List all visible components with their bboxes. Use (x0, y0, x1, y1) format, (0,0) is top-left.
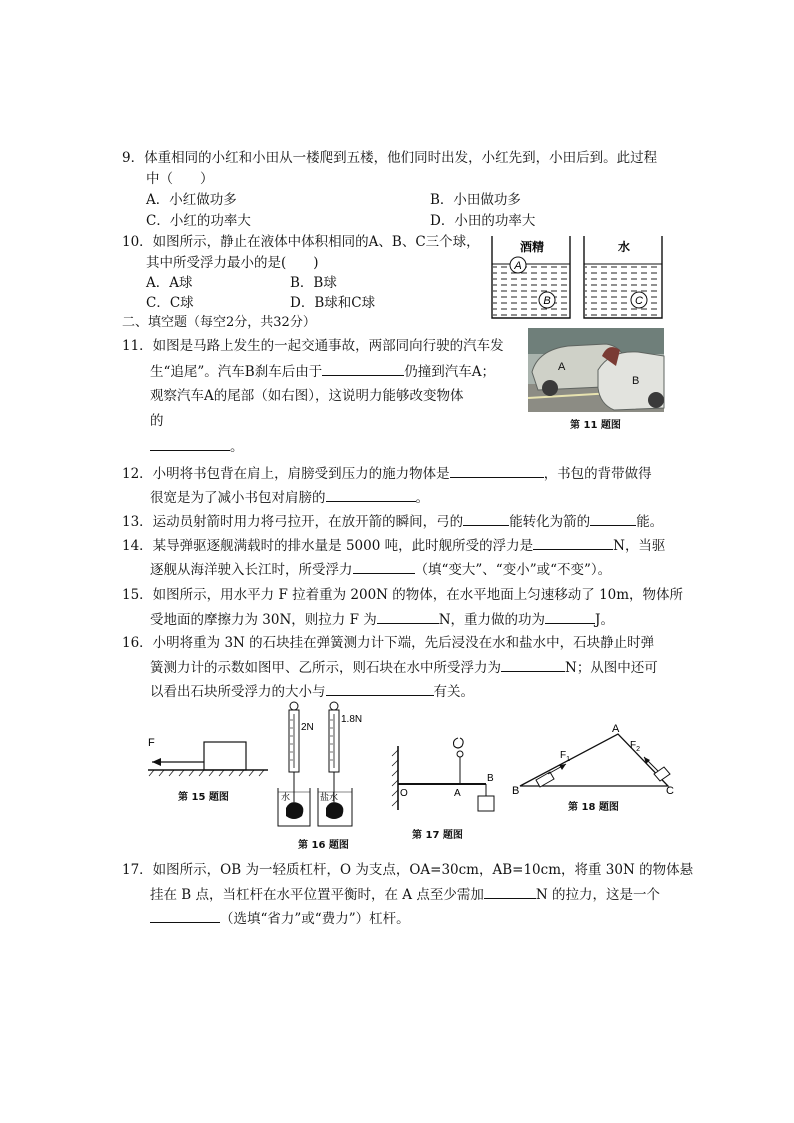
label-f2: $F_2$ (630, 740, 641, 753)
q16-line1: 16．小明将重为 3N 的石块挂在弹簧测力计下端，先后浸没在水和盐水中，石块静止时弹 (122, 635, 655, 651)
water-label: 水 (617, 240, 631, 254)
q14-blank-2[interactable] (353, 559, 415, 574)
q11-blank-2[interactable] (150, 436, 230, 451)
liquid-left-label: 水 (281, 792, 291, 802)
q13-blank-2[interactable] (590, 511, 636, 526)
q13-line1: 13．运动员射箭时用力将弓拉开，在放开箭的瞬间，弓的 能转化为箭的 能。 (122, 511, 663, 532)
q17-blank-1[interactable] (484, 884, 536, 899)
ball-c-label: C (635, 295, 643, 307)
reading-left: 2N (301, 722, 314, 733)
q11-line1: 11．如图是马路上发生的一起交通事故，两部同向行驶的汽车发 (122, 338, 504, 354)
q10-option-d: D．B球和C球 (290, 295, 376, 311)
hanging-weight (478, 796, 494, 811)
q12-line2: 很宽是为了减小书包对肩膀的 。 (150, 487, 429, 508)
force-f-label: F (148, 737, 155, 749)
fig15-caption: 第 15 题图 (178, 792, 229, 803)
q17-line2: 挂在 B 点，当杠杆在水平位置平衡时，在 A 点至少需加 N 的拉力，这是一个 (150, 884, 660, 905)
label-f1: $F_1$ (560, 750, 571, 763)
reading-right: 1.8N (341, 714, 363, 725)
q16-blank-2[interactable] (326, 681, 434, 696)
alcohol-label: 酒精 (519, 240, 545, 254)
q10-beakers-figure (490, 234, 670, 322)
block (204, 742, 246, 770)
q14-line1: 14．某导弹驱逐舰满载时的排水量是 5000 吨，此时舰所受的浮力是 N，当驱 (122, 535, 665, 556)
q14-blank-1[interactable] (533, 535, 613, 550)
q15-blank-1[interactable] (377, 609, 439, 624)
ball-b-label: B (543, 295, 551, 307)
label-a: A (612, 723, 620, 735)
q15-line2: 受地面的摩擦力为 30N，则拉力 F 为 N，重力做的功为 J。 (150, 609, 614, 630)
q16-line2: 簧测力计的示数如图甲、乙所示，则石块在水中所受浮力为 N；从图中还可 (150, 657, 658, 678)
q12-blank-1[interactable] (450, 463, 544, 478)
q17-blank-2[interactable] (150, 908, 220, 923)
q11-line3: 观察汽车A的尾部（如右图），这说明力能够改变物体 (150, 388, 464, 404)
q10-line1: 10．如图所示，静止在液体中体积相同的A、B、C三个球， (122, 234, 480, 250)
label-b: B (487, 773, 494, 784)
ball-a-label: A (514, 260, 522, 272)
q11-line5: 。 (150, 436, 244, 457)
car-a-label: A (558, 361, 566, 373)
pulley-hook (454, 738, 464, 748)
section-2-title: 二、填空题（每空2分，共32分） (122, 315, 316, 330)
fig18-caption: 第 18 题图 (568, 802, 619, 813)
car-b-label: B (632, 375, 640, 387)
fig16-caption: 第 16 题图 (298, 840, 349, 851)
q12-line1: 12．小明将书包背在肩上，肩膀受到压力的施力物体是 ，书包的背带做得 (122, 463, 652, 484)
label-b: B (512, 785, 520, 797)
q9-option-a: A．小红做功多 (146, 192, 237, 208)
liquid-right-label: 盐水 (320, 792, 339, 802)
q11-line4: 的 (150, 413, 164, 429)
stone-left (286, 802, 303, 819)
q17-line3: （选填“省力”或“费力”）杠杆。 (150, 908, 410, 929)
q15-blank-2[interactable] (545, 609, 595, 624)
block-left (536, 772, 554, 787)
q10-option-c: C．C球 (146, 295, 194, 311)
alcohol-beaker (492, 236, 570, 318)
q11-blank-1[interactable] (322, 361, 404, 376)
fig18-incline-diagram (512, 724, 680, 798)
q12-blank-2[interactable] (326, 487, 416, 502)
q9-line2: 中（ ） (146, 171, 214, 187)
q16-line3: 以看出石块所受浮力的大小与 有关。 (150, 681, 474, 702)
fig15-diagram (148, 732, 274, 790)
q9-option-c: C．小红的功率大 (146, 213, 251, 229)
q10-option-a: A．A球 (146, 275, 193, 291)
q14-line2: 逐舰从海洋驶入长江时，所受浮力 （填“变大”、“变小”或“不变”）。 (150, 559, 611, 580)
q9-line1: 9．体重相同的小红和小田从一楼爬到五楼，他们同时出发，小红先到，小田后到。此过程 (122, 150, 658, 166)
q10-line2: 其中所受浮力最小的是( ) (146, 255, 319, 271)
fig17-lever-diagram (388, 730, 500, 822)
q15-line1: 15．如图所示，用水平力 F 拉着重为 200N 的物体，在水平地面上匀速移动了 10m，物体所 (122, 587, 684, 603)
fig17-caption: 第 17 题图 (412, 830, 463, 841)
label-o: O (400, 788, 408, 799)
car-crash-photo (528, 328, 664, 412)
fig11-caption: 第 11 题图 (570, 420, 621, 431)
stone-right (326, 802, 343, 819)
spring-scale-left (278, 702, 314, 826)
label-a: A (454, 788, 461, 799)
q9-option-b: B．小田做功多 (430, 192, 521, 208)
spring-scale-right (318, 702, 362, 826)
q16-blank-1[interactable] (501, 657, 565, 672)
q11-line2: 生“追尾”。汽车B刹车后由于 仍撞到汽车A； (150, 361, 495, 382)
fig16-diagram (274, 700, 380, 830)
q9-option-d: D．小田的功率大 (430, 213, 536, 229)
q13-blank-1[interactable] (463, 511, 509, 526)
label-c: C (666, 785, 674, 797)
q10-option-b: B．B球 (290, 275, 337, 291)
q17-line1: 17．如图所示，OB 为一轻质杠杆，O 为支点，OA=30cm，AB=10cm，将重 30N 的物体悬 (122, 862, 694, 878)
water-beaker (584, 236, 662, 318)
